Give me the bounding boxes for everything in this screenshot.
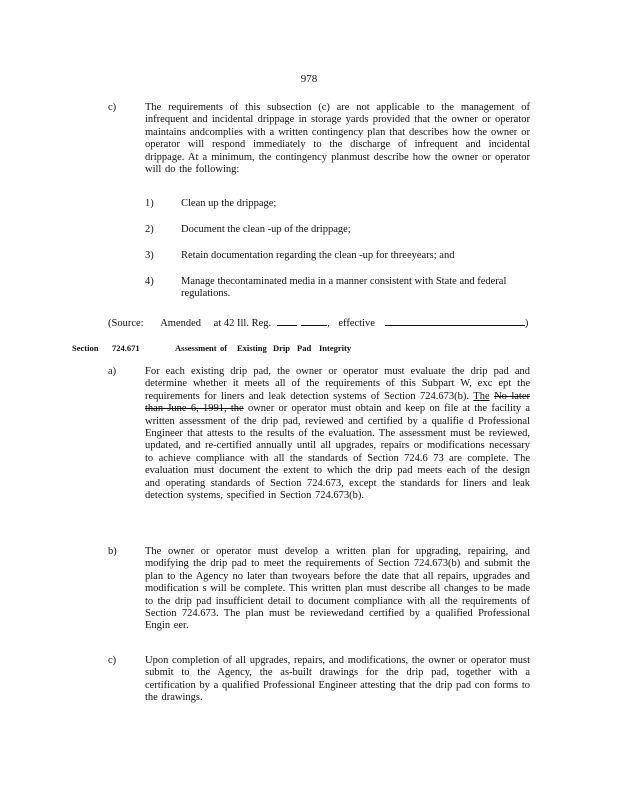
section-title-word: Pad [297, 343, 312, 353]
source-page-blank [301, 316, 327, 326]
subsection-c-label: c) [108, 102, 117, 113]
subsection-a-text-after: owner or operator must obtain and keep on file at the facility a written assessment of the drip pad, reviewed and certified by a qualifie d Professional Engineer that attests to the results of the evaluation. The assessment must be reviewed, updated, and re-certified annually until all upgrades, repairs or modifications necessary to achieve compliance with all the standards of Section 724.6 73 are complete. The evaluation must document the extent to which the drip pad meets each of the design and operating standards of Section 724.673, except the standards for liners and leak detection systems, specified in Section 724.673(b). [145, 403, 530, 502]
struck-text: No later than June 6, 1991, the [145, 390, 530, 415]
source-register: at 42 Ill. Reg. [213, 318, 272, 329]
subsection-c-text: The requirements of this subsection (c) are not applicable to the management of infrequent and incidental drippage in storage yards provided that the owner or operator maintains andcomplies with a written contingency plan that describes how the owner or operator will respond immediately to the discharge of infrequent and incidental drippage. At a minimum, the contingency planmust describe how the owner or operator will do the following: [145, 102, 530, 176]
section-title-word: of [220, 343, 228, 353]
list-item-number: 1) [145, 198, 154, 209]
source-date-blank [385, 316, 525, 326]
list-item-number: 2) [145, 224, 154, 235]
source-volume-blank [277, 316, 297, 326]
subsection-a-text-before: For each existing drip pad, the owner or operator must evaluate the drip pad and determine whether it meets all of the requirements of this Subpart W, exc ept the requirements for liners and leak detection systems of Section 724.673(b). [145, 366, 530, 402]
subsection-c2-text: Upon completion of all upgrades, repairs, and modifications, the owner or operator must submit to the Agency, the as-built drawings for the drip pad, together with a certification by a qualified Professional Engineer attesting that the drip pad con forms to the drawings. [145, 655, 530, 704]
section-word: Section [72, 343, 99, 353]
list-item-text: Clean up the drippage; [181, 198, 277, 209]
source-effective: effective [338, 318, 375, 329]
section-title-word: Existing [237, 343, 267, 353]
page-number: 978 [300, 73, 318, 85]
source-prefix: (Source: [108, 318, 144, 329]
list-item-number: 3) [145, 250, 154, 261]
list-item-text: Retain documentation regarding the clean -up for threeyears; and [181, 250, 455, 261]
source-amended: Amended [160, 318, 202, 329]
section-title-word: Integrity [319, 343, 352, 353]
source-note [108, 316, 528, 330]
list-item-number: 4) [145, 276, 154, 287]
section-number: 724.671 [112, 343, 140, 353]
subsection-a-text [145, 366, 530, 502]
list-item-text: Document the clean -up of the drippage; [181, 224, 351, 235]
list-item-text: Manage thecontaminated media in a manner consistent with State and federal regulations. [181, 276, 507, 300]
section-title-word: Drip [273, 343, 290, 353]
inserted-text: The [473, 390, 490, 402]
source-comma: , [327, 318, 330, 329]
subsection-b-label: b) [108, 546, 117, 557]
subsection-b-text: The owner or operator must develop a written plan for upgrading, repairing, and modifying the drip pad to meet the requirements of Section 724.673(b) and submit the plan to the Agency no later than twoyears before the date that all repairs, upgrades and modification s will be complete. This written plan must describe all changes to be made to the drip pad insufficient detail to document compliance with all the requirements of Section 724.673. The plan must be reviewedand certified by a qualified Professional Engin eer. [145, 546, 530, 632]
section-title-word: Assessment [175, 343, 217, 353]
source-close: ) [524, 318, 529, 329]
subsection-a-label: a) [108, 366, 117, 377]
subsection-c2-label: c) [108, 655, 117, 666]
